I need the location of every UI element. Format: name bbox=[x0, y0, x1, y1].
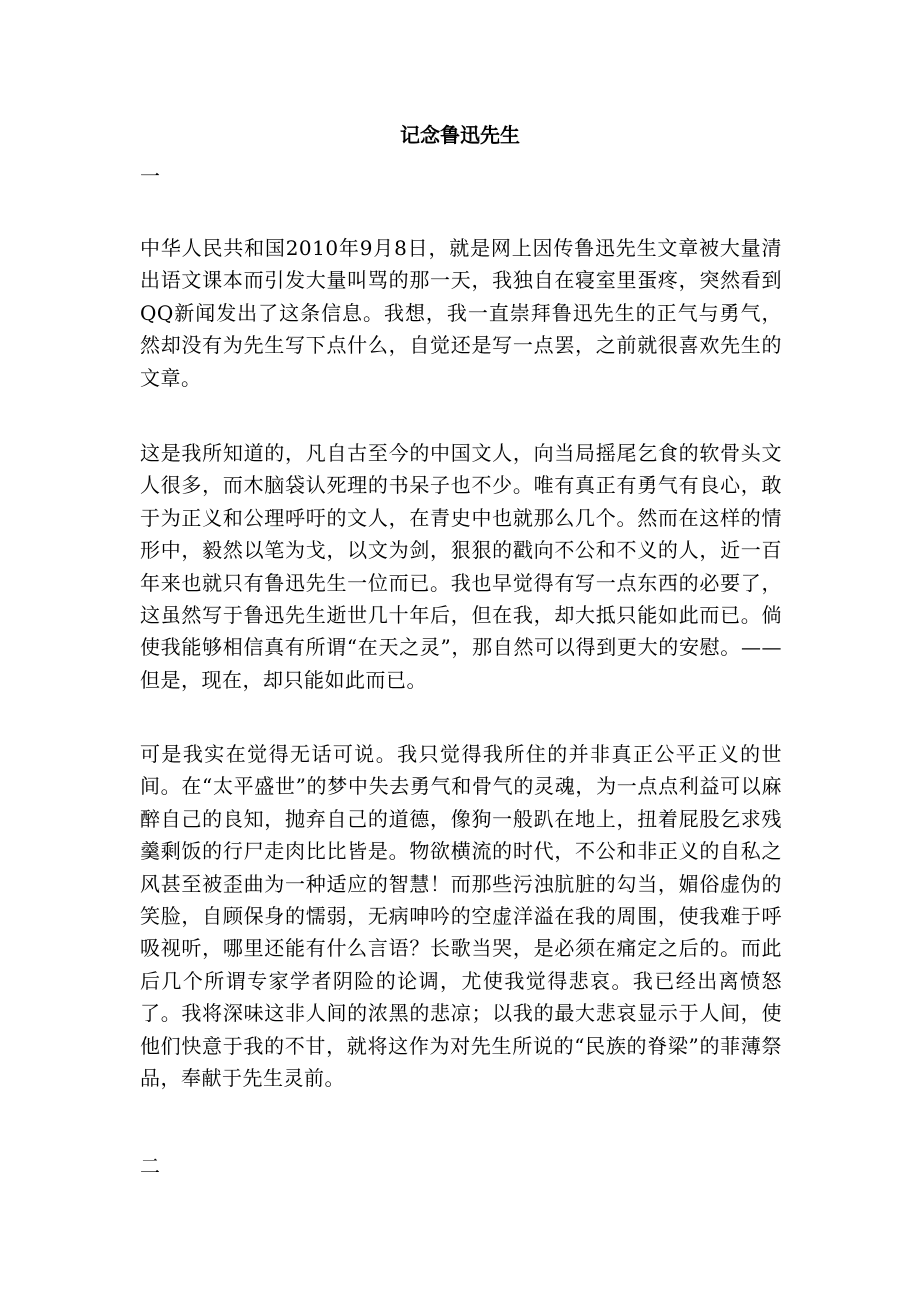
document-title: 记念鲁迅先生 bbox=[400, 123, 520, 147]
paragraph-2: 这是我所知道的，凡自古至今的中国文人，向当局摇尾乞食的软骨头文人很多，而木脑袋认死理的书呆子也不少。唯有真正有勇气有良心，敢于为正义和公理呼吁的文人，在青史中也就那么几个。然而在这样的情形中，毅然以笔为戈，以文为剑，狠狠的戳向不公和不义的人，近一百年来也就只有鲁迅先生一位而已。我也早觉得有写一点东西的必要了，这虽然写于鲁迅先生逝世几十年后，但在我，却大抵只能如此而已。倘使我能够相信真有所谓“在天之灵”，那自然可以得到更大的安慰。——但是，现在，却只能如此而已。 bbox=[140, 441, 782, 692]
paragraph-1: 中华人民共和国2010年9月8日，就是网上因传鲁迅先生文章被大量清出语文课本而引发大量叫骂的那一天，我独自在寝室里蛋疼，突然看到QQ新闻发出了这条信息。我想，我一直崇拜鲁迅先生的正气与勇气，然却没有为先生写下点什么，自觉还是写一点罢，之前就很喜欢先生的文章。 bbox=[140, 236, 782, 390]
section-heading-one: 一 bbox=[140, 164, 160, 188]
paragraph-3: 可是我实在觉得无话可说。我只觉得我所住的并非真正公平正义的世间。在“太平盛世”的梦中失去勇气和骨气的灵魂，为一点点利益可以麻醉自己的良知，抛弃自己的道德，像狗一般趴在地上，扭着屁股乞求残羹剩饭的行尸走肉比比皆是。物欲横流的时代，不公和非正义的自私之风甚至被歪曲为一种适应的智慧！而那些污浊肮脏的勾当，媚俗虚伪的笑脸，自顾保身的懦弱，无病呻吟的空虚洋溢在我的周围，使我难于呼吸视听，哪里还能有什么言语？长歌当哭，是必须在痛定之后的。而此后几个所谓专家学者阴险的论调，尤使我觉得悲哀。我已经出离愤怒了。我将深味这非人间的浓黑的悲凉；以我的最大悲哀显示于人间，使他们快意于我的不甘，就将这作为对先生所说的“民族的脊梁”的菲薄祭品，奉献于先生灵前。 bbox=[140, 742, 782, 1091]
section-heading-two: 二 bbox=[140, 1154, 160, 1178]
